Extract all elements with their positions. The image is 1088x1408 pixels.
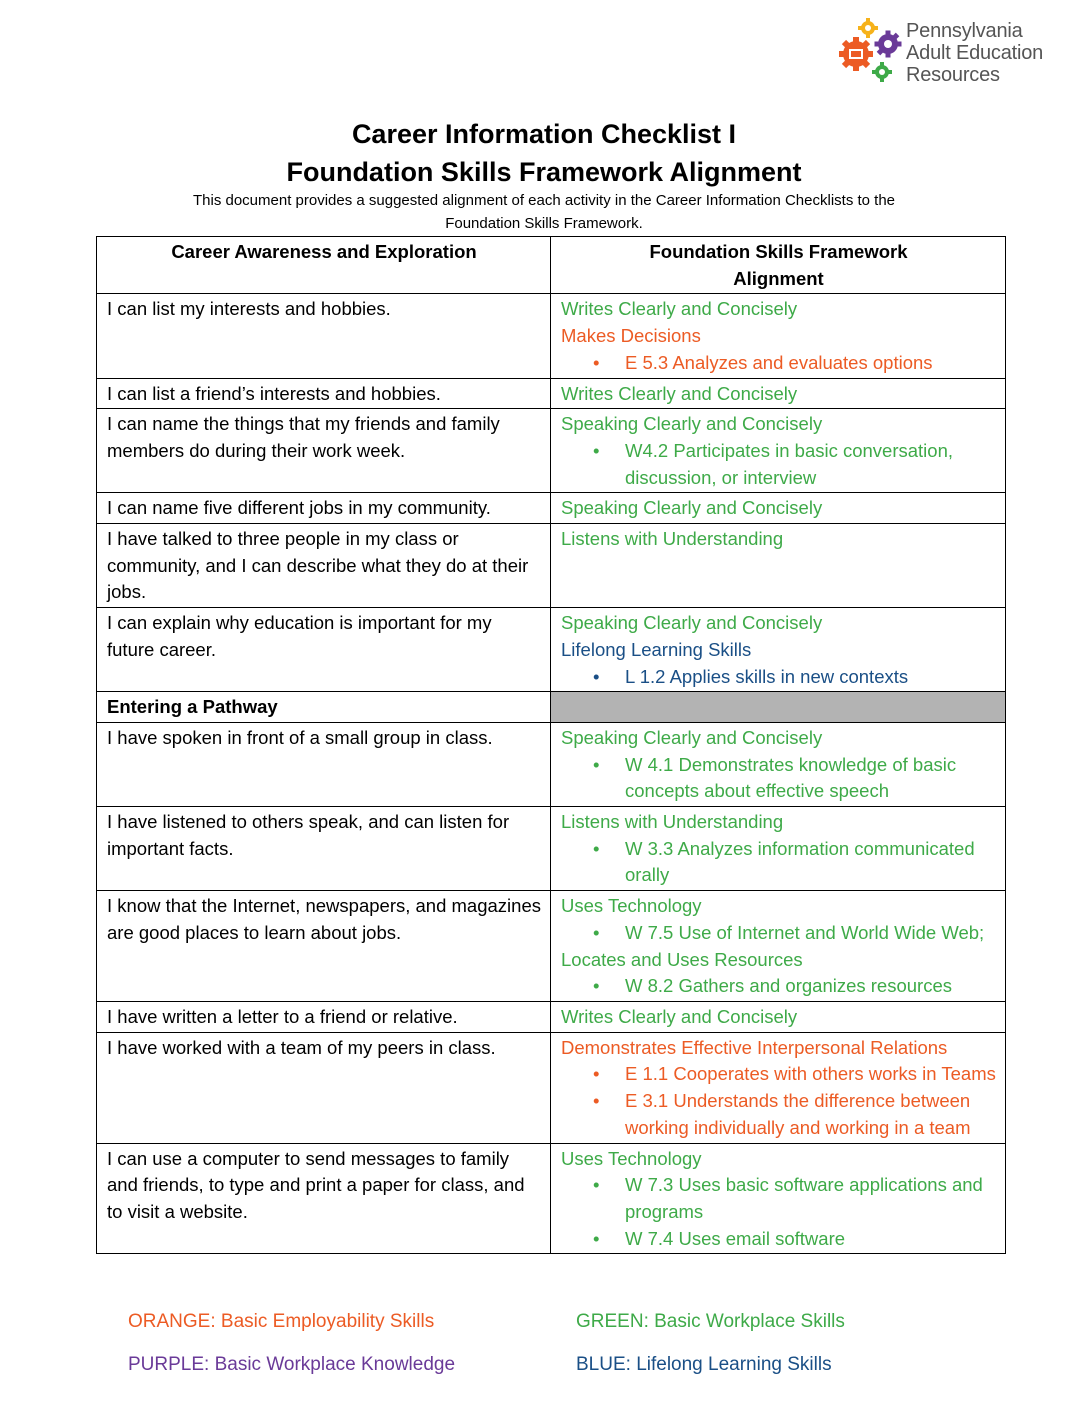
skill-bullet: • W 7.4 Uses email software bbox=[561, 1226, 996, 1253]
intro-line-1: This document provides a suggested alignment of each activity in the Career Information Checklists to the bbox=[192, 192, 896, 209]
activity-cell: I can use a computer to send messages to family and friends, to type and print a paper for class, and to visit a website. bbox=[97, 1143, 551, 1254]
bullet-icon: • bbox=[593, 439, 600, 461]
bullet-icon: • bbox=[593, 753, 600, 775]
activity-cell: I can explain why education is important for my future career. bbox=[97, 608, 551, 692]
alignment-cell bbox=[551, 891, 1006, 1002]
pa-adult-education-logo bbox=[838, 16, 1068, 90]
intro-text bbox=[140, 189, 948, 235]
skill-label: Speaking Clearly and Concisely bbox=[561, 726, 823, 748]
skill-label: Demonstrates Effective Interpersonal Relations bbox=[561, 1036, 948, 1058]
skill-label: Uses Technology bbox=[561, 1147, 702, 1169]
activity-cell: I can name five different jobs in my community. bbox=[97, 493, 551, 524]
header-framework-alignment: Foundation Skills Framework Alignment bbox=[551, 237, 1006, 294]
alignment-table bbox=[96, 236, 1006, 1254]
bullet-icon: • bbox=[593, 837, 600, 859]
skill-bullet: • E 3.1 Understands the difference between working individually and working in a team bbox=[593, 1090, 971, 1138]
legend-blue: BLUE: Lifelong Learning Skills bbox=[576, 1354, 832, 1375]
skill-label: Writes Clearly and Concisely bbox=[561, 298, 798, 320]
skill-bullet: • W 7.3 Uses basic software applications and programs bbox=[593, 1174, 983, 1222]
activity-cell: I have talked to three people in my class or community, and I can describe what they do at their jobs. bbox=[97, 524, 551, 608]
section-header-row bbox=[97, 692, 1006, 723]
gears-icon bbox=[838, 16, 904, 86]
activity-cell: I know that the Internet, newspapers, and magazines are good places to learn about jobs. bbox=[97, 891, 551, 1002]
table-row bbox=[97, 891, 1006, 1002]
page-subtitle: Foundation Skills Framework Alignment bbox=[286, 157, 802, 187]
activity-cell: I can list my interests and hobbies. bbox=[97, 294, 551, 378]
skill-label: Speaking Clearly and Concisely bbox=[561, 612, 823, 634]
table-row bbox=[97, 1032, 1006, 1143]
skill-label: Uses Technology bbox=[561, 895, 702, 917]
legend-green: GREEN: Basic Workplace Skills bbox=[576, 1311, 845, 1332]
skill-bullet: • W 4.1 Demonstrates knowledge of basic concepts about effective speech bbox=[593, 753, 957, 802]
skill-bullet: • W4.2 Participates in basic conversation, discussion, or interview bbox=[593, 439, 954, 488]
table-header-row bbox=[97, 237, 1006, 294]
legend-purple: PURPLE: Basic Workplace Knowledge bbox=[128, 1354, 456, 1375]
alignment-cell bbox=[551, 1032, 1006, 1143]
bullet-icon: • bbox=[593, 665, 600, 687]
activity-cell: I have written a letter to a friend or relative. bbox=[97, 1001, 551, 1032]
activity-cell: I have worked with a team of my peers in class. bbox=[97, 1032, 551, 1143]
skill-label: Makes Decisions bbox=[561, 325, 701, 347]
logo-line-1: Pennsylvania bbox=[906, 20, 1023, 42]
page-title: Career Information Checklist I bbox=[351, 119, 737, 149]
bullet-icon: • bbox=[593, 1063, 600, 1085]
bullet-icon: • bbox=[593, 1227, 600, 1249]
skill-label: Lifelong Learning Skills bbox=[561, 638, 752, 660]
table-row bbox=[97, 378, 1006, 409]
activity-cell: I can list a friend’s interests and hobbies. bbox=[97, 378, 551, 409]
alignment-cell bbox=[551, 409, 1006, 493]
skill-label: Listens with Understanding bbox=[561, 811, 784, 833]
table-row bbox=[97, 722, 1006, 806]
activity-cell: I have listened to others speak, and can listen for important facts. bbox=[97, 807, 551, 891]
bullet-icon: • bbox=[593, 1174, 600, 1196]
header-career-awareness: Career Awareness and Exploration bbox=[97, 237, 551, 294]
activity-cell: I have spoken in front of a small group in class. bbox=[97, 722, 551, 806]
skill-label: Locates and Uses Resources bbox=[561, 948, 803, 970]
table-row bbox=[97, 524, 1006, 608]
skill-bullet: • E 1.1 Cooperates with others works in Teams bbox=[561, 1061, 996, 1088]
bullet-icon: • bbox=[593, 921, 600, 943]
bullet-icon: • bbox=[593, 975, 600, 997]
skill-bullet: • W 8.2 Gathers and organizes resources bbox=[561, 973, 996, 1000]
alignment-cell bbox=[551, 493, 1006, 524]
table-row bbox=[97, 1001, 1006, 1032]
skill-bullet: • W 7.5 Use of Internet and World Wide Web; bbox=[561, 920, 996, 947]
table-row bbox=[97, 1143, 1006, 1254]
shaded-cell bbox=[551, 692, 1006, 723]
table-row bbox=[97, 608, 1006, 692]
bullet-icon: • bbox=[593, 1090, 600, 1112]
logo-line-2: Adult Education bbox=[906, 42, 1044, 64]
alignment-cell bbox=[551, 1143, 1006, 1254]
alignment-cell bbox=[551, 722, 1006, 806]
table-row bbox=[97, 493, 1006, 524]
alignment-cell bbox=[551, 807, 1006, 891]
legend-orange: ORANGE: Basic Employability Skills bbox=[128, 1311, 435, 1332]
table-row bbox=[97, 409, 1006, 493]
alignment-cell bbox=[551, 524, 1006, 608]
skill-label: Speaking Clearly and Concisely bbox=[561, 497, 823, 519]
alignment-cell bbox=[551, 1001, 1006, 1032]
alignment-cell bbox=[551, 294, 1006, 378]
table-row bbox=[97, 807, 1006, 891]
alignment-cell bbox=[551, 378, 1006, 409]
skill-bullet: • L 1.2 Applies skills in new contexts bbox=[561, 664, 996, 691]
alignment-cell bbox=[551, 608, 1006, 692]
skill-label: Listens with Understanding bbox=[561, 528, 784, 550]
skill-label: Speaking Clearly and Concisely bbox=[561, 413, 823, 435]
skill-bullet: • W 3.3 Analyzes information communicated orally bbox=[593, 837, 975, 886]
intro-line-2: Foundation Skills Framework. bbox=[445, 215, 643, 232]
activity-cell: I can name the things that my friends and family members do during their work week. bbox=[97, 409, 551, 493]
section-header-entering-pathway: Entering a Pathway bbox=[97, 692, 551, 723]
skill-label: Writes Clearly and Concisely bbox=[561, 382, 798, 404]
logo-line-3: Resources bbox=[906, 64, 1000, 86]
skill-bullet: • E 5.3 Analyzes and evaluates options bbox=[561, 350, 996, 377]
bullet-icon: • bbox=[593, 351, 600, 373]
table-row bbox=[97, 294, 1006, 378]
skill-label: Writes Clearly and Concisely bbox=[561, 1005, 798, 1027]
